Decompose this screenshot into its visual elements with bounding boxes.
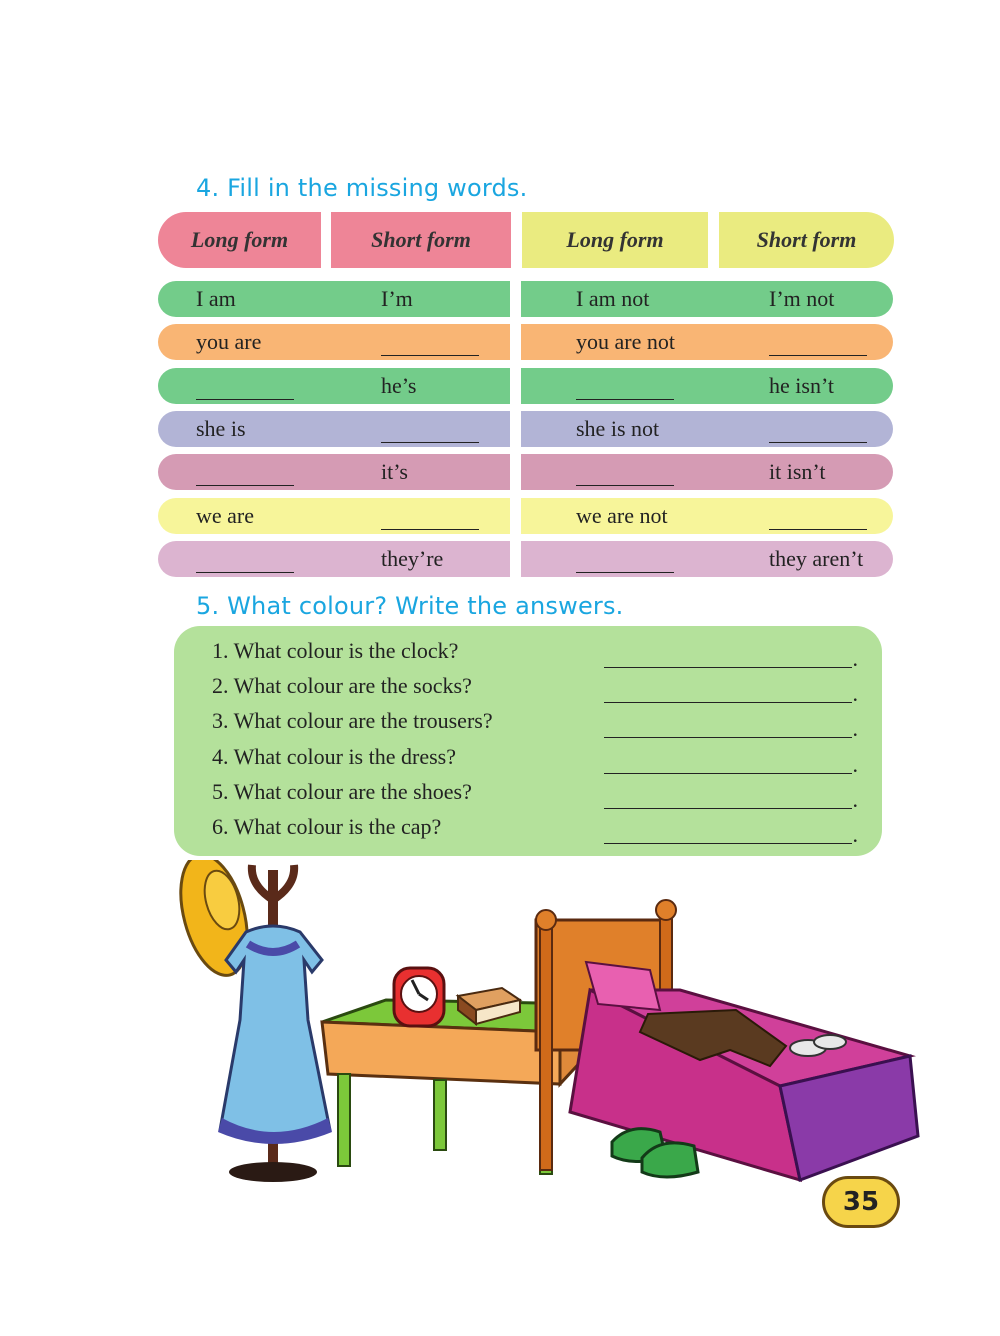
blank-answer-line[interactable] xyxy=(769,324,867,360)
blank-answer-line[interactable] xyxy=(381,411,479,447)
negative-short-form-cell: he isn’t xyxy=(769,373,834,398)
blank-answer-line[interactable] xyxy=(196,368,294,404)
negative-short-form-cell: I’m not xyxy=(769,286,835,311)
answer-period: . xyxy=(852,822,858,847)
table-row xyxy=(158,324,510,360)
table-row xyxy=(521,454,893,490)
question-text: 5. What colour are the shoes? xyxy=(212,779,472,804)
answer-period: . xyxy=(852,752,858,777)
blank-answer-line[interactable] xyxy=(576,368,674,404)
header-negative-short-form: Short form xyxy=(719,212,894,268)
blank-answer-line[interactable] xyxy=(196,454,294,490)
blank-answer-line[interactable] xyxy=(769,411,867,447)
exercise-5-title: 5. What colour? Write the answers. xyxy=(196,592,624,620)
short-form-cell: they’re xyxy=(381,546,444,571)
table-row xyxy=(158,541,510,577)
question-text: 6. What colour is the cap? xyxy=(212,814,442,839)
answer-period: . xyxy=(852,646,858,671)
question-text: 1. What colour is the clock? xyxy=(212,638,459,663)
answer-line[interactable] xyxy=(604,642,858,671)
long-form-cell: we are xyxy=(196,503,255,528)
answer-line[interactable] xyxy=(604,818,858,847)
question-text: 2. What colour are the socks? xyxy=(212,673,472,698)
answer-period: . xyxy=(852,716,858,741)
blank-answer-line[interactable] xyxy=(381,324,479,360)
table-row xyxy=(521,498,893,534)
table-row xyxy=(158,281,510,317)
question-text: 4. What colour is the dress? xyxy=(212,744,456,769)
table-row xyxy=(158,368,510,404)
header-short-form: Short form xyxy=(331,212,511,268)
answer-line[interactable] xyxy=(604,677,858,706)
negative-long-form-cell: you are not xyxy=(576,329,675,354)
header-long-form: Long form xyxy=(158,212,321,268)
answer-line[interactable] xyxy=(604,748,858,777)
header-negative-long-form: Long form xyxy=(522,212,708,268)
answer-period: . xyxy=(852,787,858,812)
negative-long-form-cell: she is not xyxy=(576,416,660,441)
long-form-cell: you are xyxy=(196,329,262,354)
table-row xyxy=(521,281,893,317)
table-row xyxy=(521,411,893,447)
question-text: 3. What colour are the trousers? xyxy=(212,708,493,733)
long-form-cell: she is xyxy=(196,416,246,441)
table-row xyxy=(521,368,893,404)
short-form-cell: it’s xyxy=(381,459,408,484)
page-number-badge xyxy=(822,1176,900,1228)
negative-short-form-cell: they aren’t xyxy=(769,546,864,571)
answer-line[interactable] xyxy=(604,712,858,741)
negative-short-form-cell: it isn’t xyxy=(769,459,826,484)
blank-answer-line[interactable] xyxy=(769,498,867,534)
table-row xyxy=(158,498,510,534)
dress-icon xyxy=(218,926,332,1144)
answer-line[interactable] xyxy=(604,783,858,812)
blank-answer-line[interactable] xyxy=(381,498,479,534)
bedroom-illustration xyxy=(0,860,1000,1200)
blank-answer-line[interactable] xyxy=(576,454,674,490)
table-row xyxy=(521,541,893,577)
table-row xyxy=(521,324,893,360)
table-row xyxy=(158,454,510,490)
answer-period: . xyxy=(852,681,858,706)
short-form-cell: I’m xyxy=(381,286,413,311)
clock-icon xyxy=(394,968,444,1026)
table-row xyxy=(158,411,510,447)
negative-long-form-cell: we are not xyxy=(576,503,668,528)
long-form-cell: I am xyxy=(196,286,236,311)
blank-answer-line[interactable] xyxy=(576,541,674,577)
blank-answer-line[interactable] xyxy=(196,541,294,577)
page-number: 35 xyxy=(842,1187,880,1217)
exercise-4-title: 4. Fill in the missing words. xyxy=(196,174,528,202)
short-form-cell: he’s xyxy=(381,373,417,398)
negative-long-form-cell: I am not xyxy=(576,286,650,311)
